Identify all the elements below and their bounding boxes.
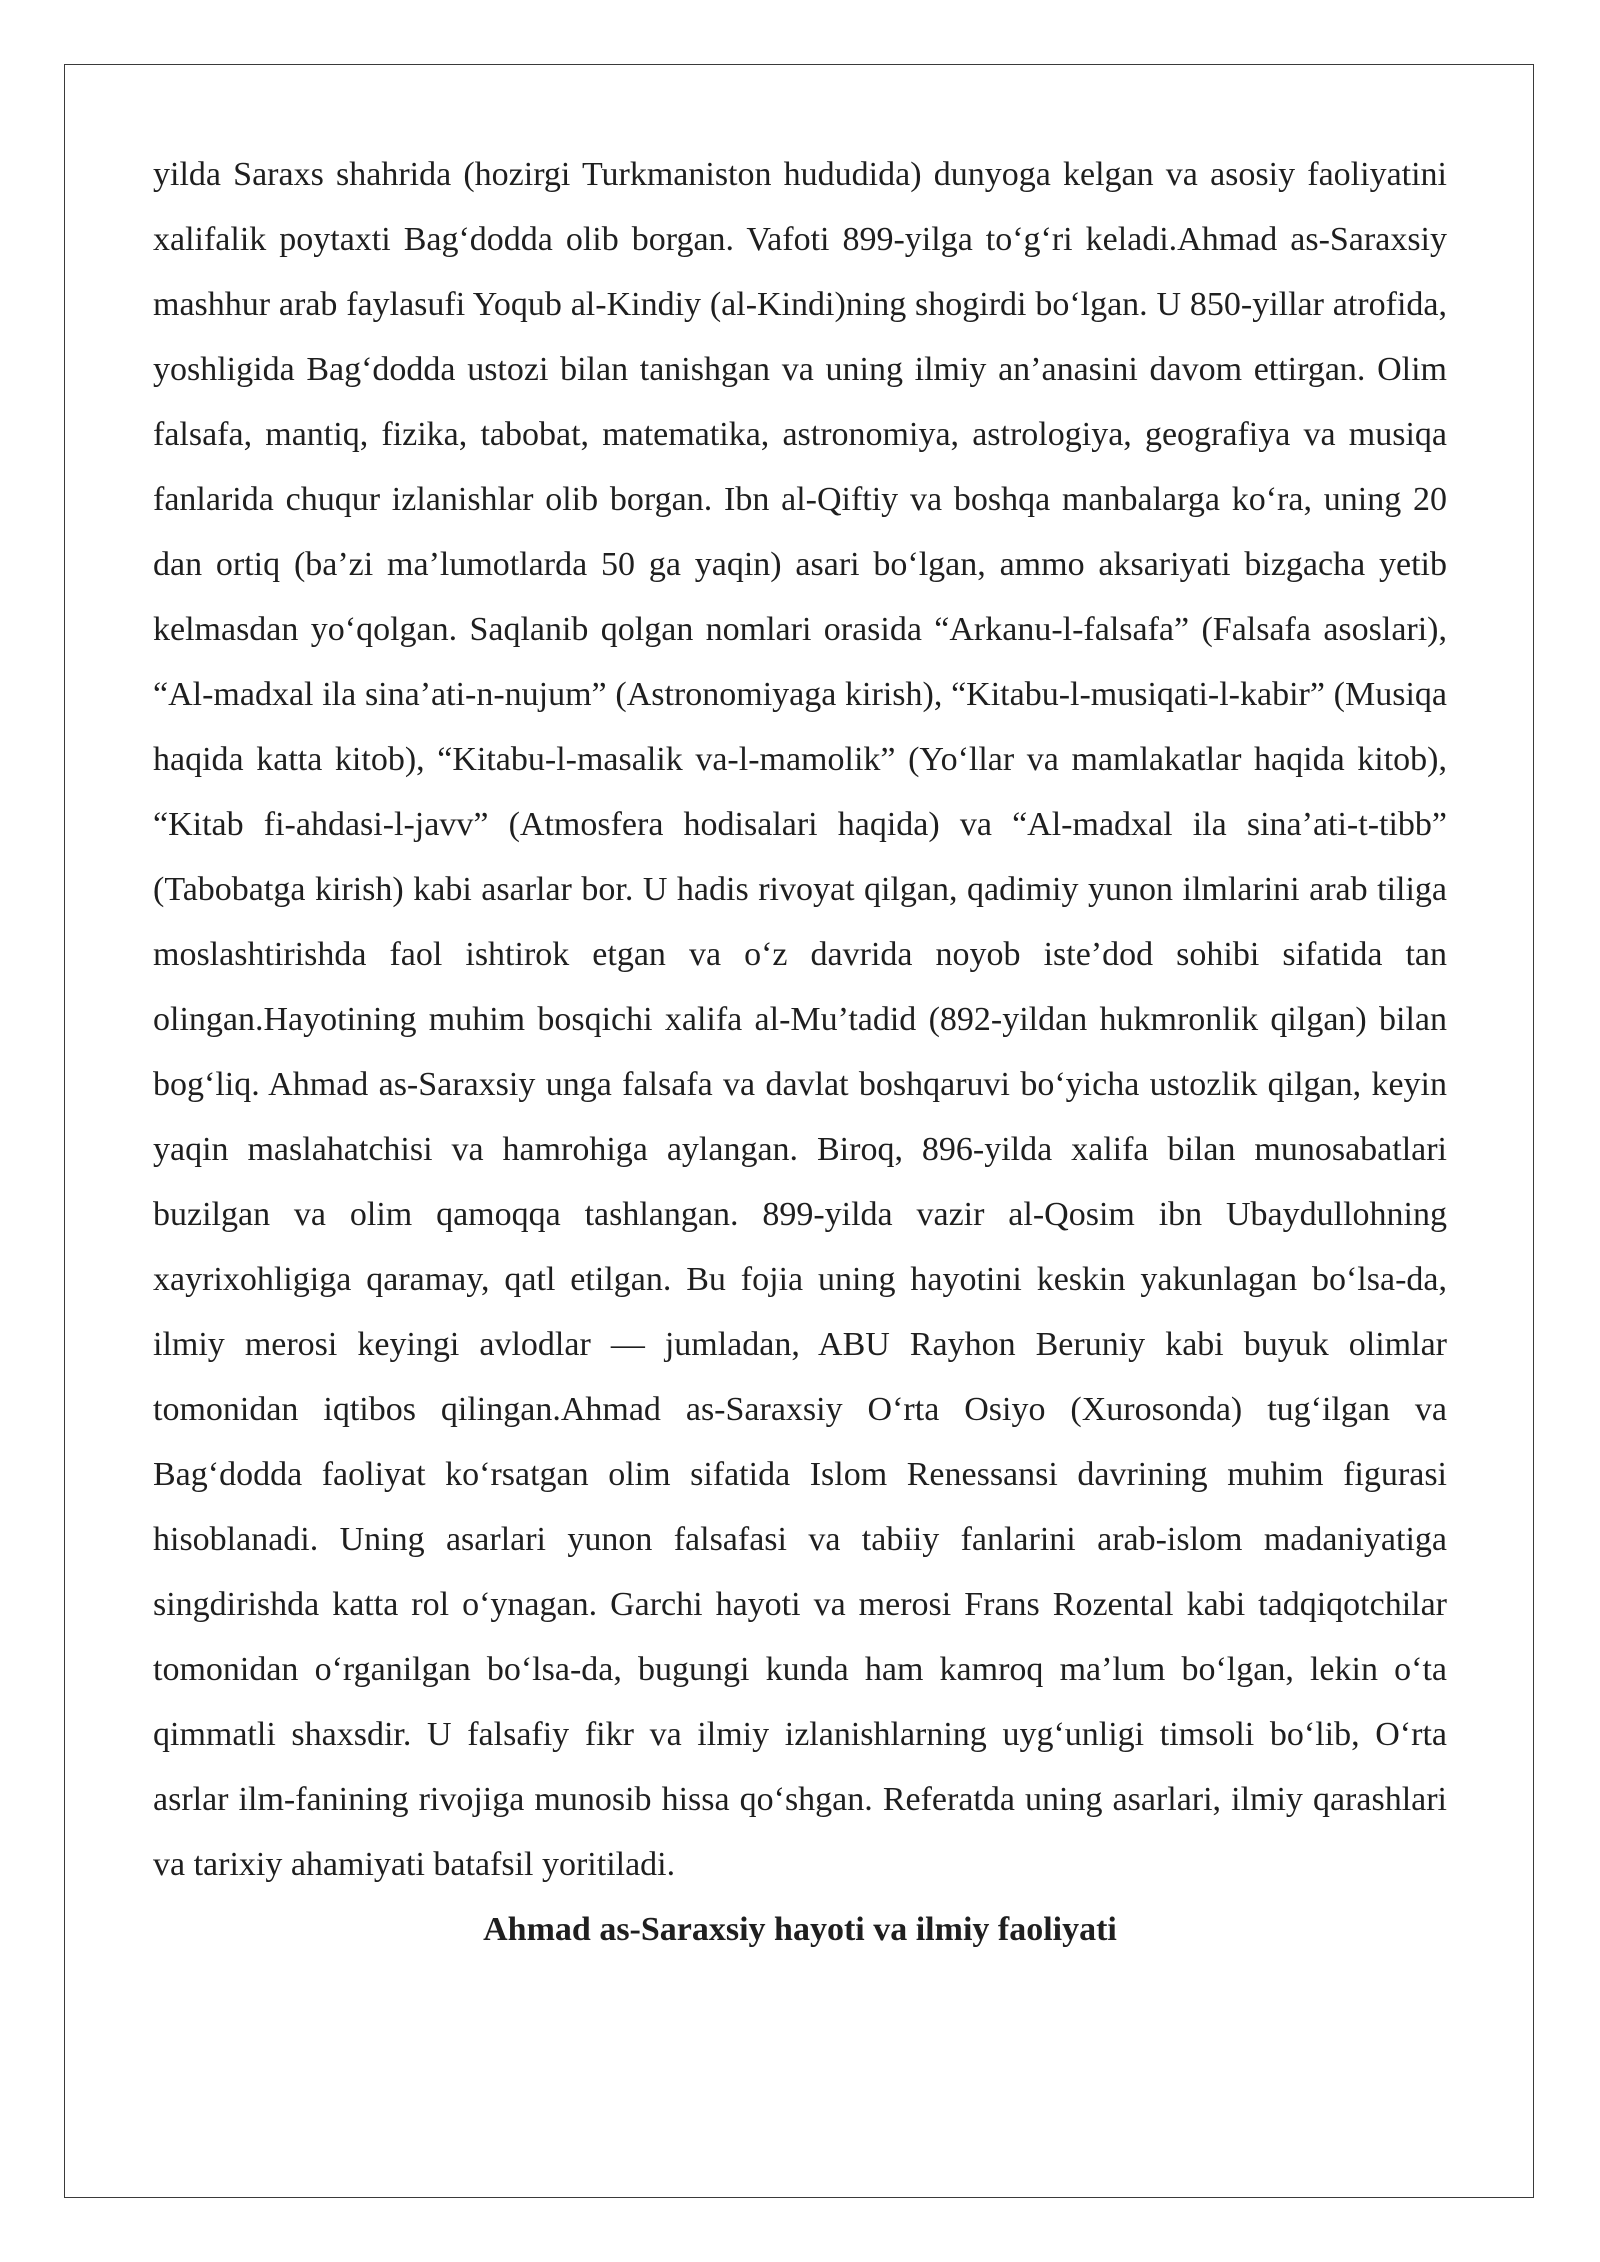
body-paragraph: yilda Saraxs shahrida (hozirgi Turkmaniston hududida) dunyoga kelgan va asosiy faoliyatini xalifalik poytaxti Bag‘dodda olib borgan. Vafoti 899-yilga to‘g‘ri keladi.Ahmad as-Saraxsiy mashhur arab faylasufi Yoqub al-Kindiy (al-Kindi)ning shogirdi bo‘lgan. U 850-yillar atrofida, yoshligida Bag‘dodda ustozi bilan tanishgan va uning ilmiy an’anasini davom ettirgan. Olim falsafa, mantiq, fizika, tabobat, matematika, astronomiya, astrologiya, geografiya va musiqa fanlarida chuqur izlanishlar olib borgan. Ibn al-Qiftiy va boshqa manbalarga ko‘ra, uning 20 dan ortiq (ba’zi ma’lumotlarda 50 ga yaqin) asari bo‘lgan, ammo aksariyati bizgacha yetib kelmasdan yo‘qolgan. Saqlanib qolgan nomlari orasida “Arkanu-l-falsafa” (Falsafa asoslari), “Al-madxal ila sina’ati-n-nujum” (Astronomiyaga kirish), “Kitabu-l-musiqati-l-kabir” (Musiqa haqida katta kitob), “Kitabu-l-masalik va-l-mamolik” (Yo‘llar va mamlakatlar haqida kitob), “Kitab fi-ahdasi-l-javv” (Atmosfera hodisalari haqida) va “Al-madxal ila sina’ati-t-tibb” (Tabobatga kirish) kabi asarlar bor. U hadis rivoyat qilgan, qadimiy yunon ilmlarini arab tiliga moslashtirishda faol ishtirok etgan va o‘z davrida noyob iste’dod sohibi sifatida tan olingan.Hayotining muhim bosqichi xalifa al-Mu’tadid (892-yildan hukmronlik qilgan) bilan bog‘liq. Ahmad as-Saraxsiy unga falsafa va davlat boshqaruvi bo‘yicha ustozlik qilgan, keyin yaqin maslahatchisi va hamrohiga aylangan. Biroq, 896-yilda xalifa bilan munosabatlari buzilgan va olim qamoqqa tashlangan. 899-yilda vazir al-Qosim ibn Ubaydullohning xayrixohligiga qaramay, qatl etilgan. Bu fojia uning hayotini keskin yakunlagan bo‘lsa-da, ilmiy merosi keyingi avlodlar — jumladan, ABU Rayhon Beruniy kabi buyuk olimlar tomonidan iqtibos qilingan.Ahmad as-Saraxsiy O‘rta Osiyo (Xurosonda) tug‘ilgan va Bag‘dodda faoliyat ko‘rsatgan olim sifatida Islom Renessansi davrining muhim figurasi hisoblanadi. Uning asarlari yunon falsafasi va tabiiy fanlarini arab-islom madaniyatiga singdirishda katta rol o‘ynagan. Garchi hayoti va merosi Frans Rozental kabi tadqiqotchilar tomonidan o‘rganilgan bo‘lsa-da, bugungi kunda ham kamroq ma’lum bo‘lgan, lekin o‘ta qimmatli shaxsdir. U falsafiy fikr va ilmiy izlanishlarning uyg‘unligi timsoli bo‘lib, O‘rta asrlar ilm-fanining rivojiga munosib hissa qo‘shgan. Referatda uning asarlari, ilmiy qarashlari va tarixiy ahamiyati batafsil yoritiladi. xyxy=(153,156,1447,1883)
section-heading: Ahmad as-Saraxsiy hayoti va ilmiy faoliyati xyxy=(483,1911,1117,1948)
document-content xyxy=(153,142,1447,1962)
